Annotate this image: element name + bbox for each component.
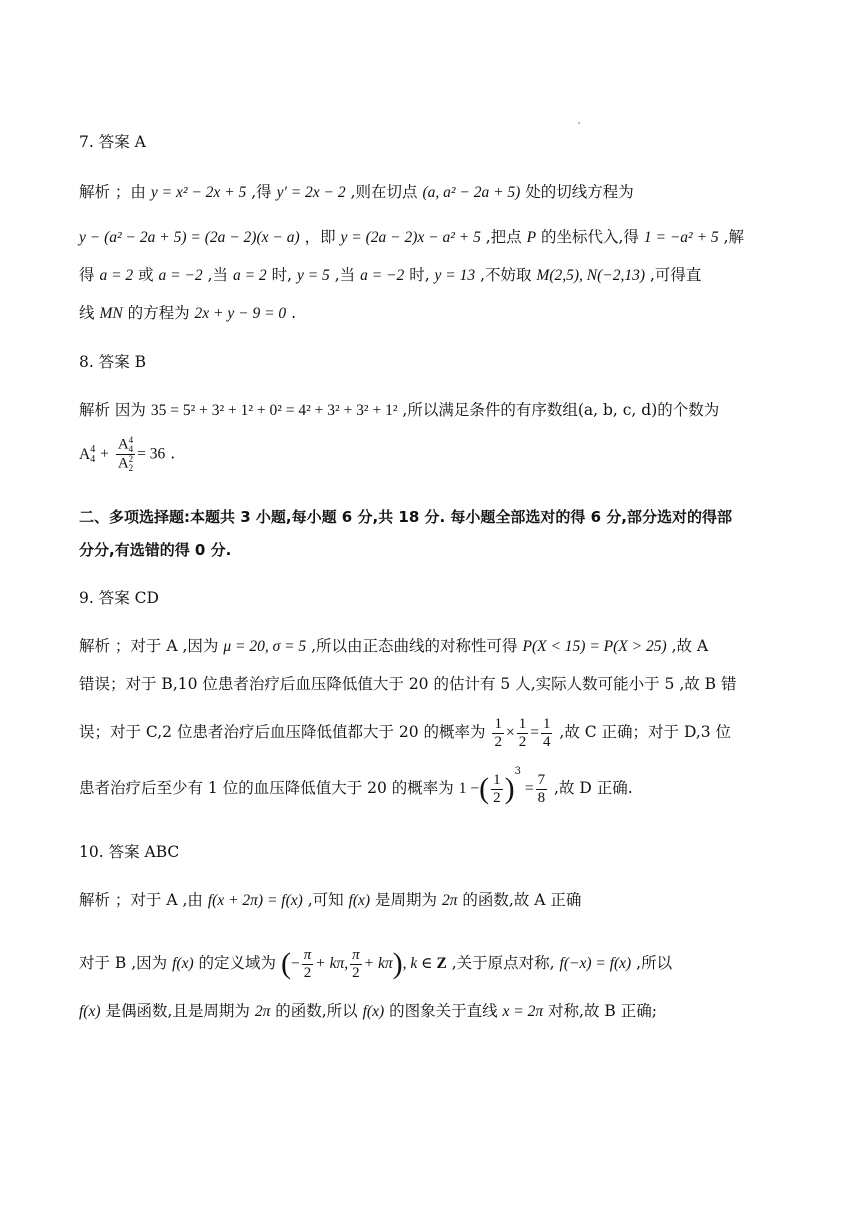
q7-line-3	[79, 263, 701, 288]
equation: M(2,5), N(−2,13)	[536, 267, 646, 284]
text: ,所以由正态曲线的对称性可得	[306, 637, 523, 655]
q9-line-4	[79, 766, 633, 811]
integer-set-symbol: Z	[436, 955, 447, 972]
text: ,可得直	[645, 266, 702, 284]
text: ,得	[246, 183, 277, 201]
q7-line-1	[79, 180, 634, 205]
operator: =	[520, 780, 534, 797]
text: ,所以满足条件的有序数组(a, b, c, d)的个数为	[397, 401, 720, 419]
equation: a = 2	[232, 267, 267, 284]
q10-line-1	[79, 888, 581, 913]
text: ,则在切点	[345, 183, 423, 201]
text: .	[165, 444, 176, 463]
q7-heading: 7. 答案 A	[79, 133, 146, 151]
text: 的函数,故 A 正确	[457, 891, 582, 909]
fraction: $\frac{\pi}{2}$	[352, 946, 360, 981]
plus: +	[100, 445, 109, 463]
fraction: $\frac{1}{2}$	[518, 715, 527, 750]
equation: x = 2π	[502, 1003, 544, 1020]
equation: + kπ	[363, 955, 393, 972]
equation: f(x + 2π) = f(x)	[207, 892, 303, 909]
arrangement-a44	[79, 443, 96, 465]
paren-close: )	[504, 772, 515, 805]
text: ,故 C 正确；对于 D,3 位	[554, 723, 732, 741]
text: ,把点	[480, 228, 527, 246]
exponent: 3	[514, 766, 521, 777]
text: 的图象关于直线	[384, 1002, 503, 1020]
q10-heading: 10. 答案 ABC	[79, 843, 180, 861]
equation: 35 = 5² + 3² + 1² + 0² = 4² + 3² + 3² + 1²	[150, 402, 398, 419]
text: ,当	[202, 266, 233, 284]
text: 的方程为	[122, 304, 195, 322]
equation: f(−x) = f(x)	[559, 955, 632, 972]
q9-line-3	[79, 714, 731, 751]
equation: , k ∈	[402, 955, 437, 972]
operator: =	[530, 724, 539, 741]
q7-line-4	[79, 301, 296, 326]
fraction: $\frac{1}{4}$	[542, 715, 551, 750]
q9-heading: 9. 答案 CD	[79, 589, 159, 607]
text: ,解	[718, 228, 745, 246]
equation: 1 = −a² + 5	[643, 229, 719, 246]
symbol: A	[79, 445, 91, 463]
text: 是偶函数,且是周期为	[100, 1002, 255, 1020]
text: 的函数,所以	[270, 1002, 363, 1020]
fraction: $\frac{7}{8}$	[537, 771, 546, 806]
text: 的坐标代入,得	[536, 228, 644, 246]
equation: a = −2	[158, 267, 203, 284]
equation: a = −2	[360, 267, 405, 284]
equation: (a, a² − 2a + 5)	[422, 184, 521, 201]
text: ,当	[329, 266, 361, 284]
equation: f(x)	[172, 955, 194, 972]
text: .	[286, 304, 297, 322]
text: 时,	[404, 266, 435, 284]
equation: y = 13	[434, 267, 476, 284]
text: 是周期为	[370, 891, 442, 909]
equation: f(x)	[362, 1003, 385, 1020]
equation: P(X < 15) = P(X > 25)	[522, 638, 667, 655]
text: 线	[79, 304, 100, 322]
paren-open: (	[479, 772, 490, 805]
equation: 2π	[441, 892, 458, 909]
text: ，即	[299, 228, 341, 246]
text: ,故 D 正确.	[549, 779, 633, 797]
equation: y = 5	[296, 267, 330, 284]
equation: y − (a² − 2a + 5) = (2a − 2)(x − a)	[79, 229, 300, 246]
text: ,关于原点对称,	[446, 954, 560, 972]
equation: a = 2	[99, 267, 134, 284]
equation: f(x)	[79, 1003, 101, 1020]
fraction: $\frac{1}{2}$	[494, 715, 502, 750]
paren-close: )	[392, 947, 403, 980]
symbol: A	[117, 455, 129, 472]
equation: y′ = 2x − 2	[276, 184, 346, 201]
symbol: A	[117, 436, 129, 453]
equation: f(x)	[348, 892, 371, 909]
equation: = 36	[137, 445, 166, 463]
text: 解析 ；由	[79, 183, 151, 201]
q9-line-2: 错误；对于 B,10 位患者治疗后血压降低值大于 20 的估计有 5 人,实际人数可能小于 5 ,故 B 错	[79, 675, 737, 693]
text: 患者治疗后至少有 1 位的血压降低值大于 20 的概率为	[79, 779, 459, 797]
operator: −	[290, 955, 300, 972]
q8-heading: 8. 答案 B	[79, 353, 147, 371]
fraction: $\frac{1}{2}$	[493, 771, 501, 806]
section2-line-2: 分分,有选错的得 0 分.	[79, 541, 232, 559]
q8-line-1	[79, 398, 719, 423]
q7-line-2	[79, 225, 744, 250]
indices: 4 4	[90, 443, 96, 465]
text: 误；对于 C,2 位患者治疗后血压降低值都大于 20 的概率为	[79, 723, 491, 741]
line-label: MN	[99, 305, 123, 322]
fraction: $\frac{\pi}{2}$	[303, 946, 312, 981]
q10-line-2	[79, 943, 672, 984]
text: 对于 B ,因为	[79, 954, 173, 972]
q9-line-1	[79, 634, 708, 659]
equation: 1 −	[458, 780, 480, 797]
equation: + kπ,	[315, 955, 349, 972]
equation: 2x + y − 9 = 0	[194, 305, 287, 322]
operator: ×	[505, 724, 515, 741]
text: ,所以	[631, 954, 673, 972]
text: 处的切线方程为	[520, 183, 634, 201]
text: 解析 因为	[79, 401, 151, 419]
fraction: A 4 4 A 2 2	[117, 435, 134, 473]
text: ,故 A	[666, 637, 709, 655]
section2-line-1: 二、多项选择题:本题共 3 小题,每小题 6 分,共 18 分. 每小题全部选对的得 6 分,部分选对的得部	[79, 508, 732, 526]
equation: y = (2a − 2)x − a² + 5	[340, 229, 481, 246]
text: 时,	[266, 266, 297, 284]
paren-open: (	[280, 947, 291, 980]
scan-speck	[578, 122, 580, 124]
q8-line-2	[79, 436, 175, 473]
text: 或	[133, 266, 159, 284]
text: 解析 ；对于 A ,因为	[79, 637, 224, 655]
text: 解析 ；对于 A ,由	[79, 891, 208, 909]
text: ,不妨取	[475, 266, 537, 284]
equation: μ = 20, σ = 5	[223, 638, 307, 655]
q10-line-3	[79, 999, 657, 1024]
point-label: P	[526, 229, 537, 246]
equation: y = x² − 2x + 5	[150, 184, 247, 201]
text: 的定义域为	[193, 954, 281, 972]
equation: 2π	[254, 1003, 271, 1020]
text: ,可知	[302, 891, 349, 909]
text: 对称,故 B 正确;	[543, 1002, 657, 1020]
text: 得	[79, 266, 100, 284]
